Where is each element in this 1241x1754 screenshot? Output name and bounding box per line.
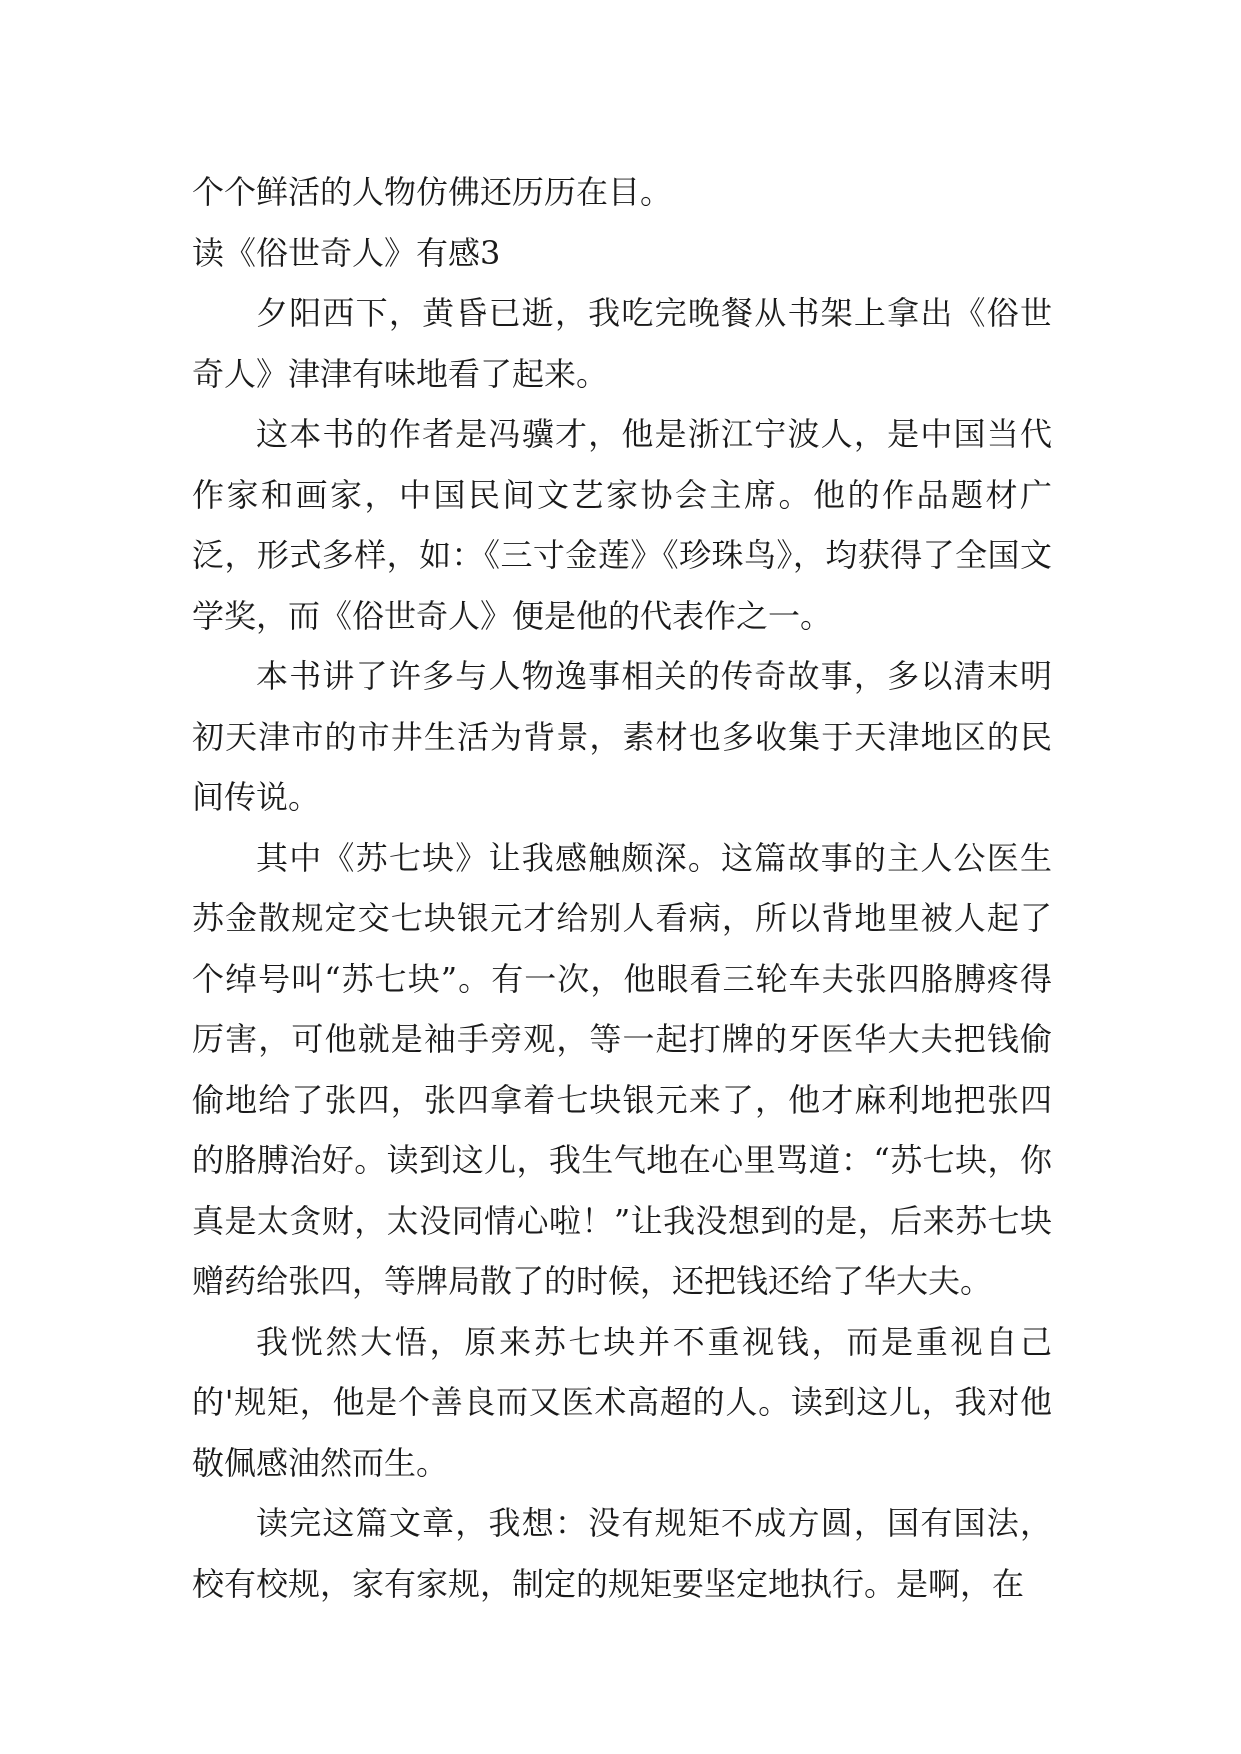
paragraph-2: 这本书的作者是冯骥才，他是浙江宁波人，是中国当代作家和画家，中国民间文艺家协会主席。他的作品题材广泛，形式多样，如：《三寸金莲》《珍珠鸟》，均获得了全国文学奖，而《俗世奇人》便是他的代表作之一。 bbox=[192, 415, 1052, 635]
document-body bbox=[192, 162, 1052, 1614]
paragraph-4: 其中《苏七块》让我感触颇深。这篇故事的主人公医生苏金散规定交七块银元才给别人看病，所以背地里被人起了个绰号叫“苏七块”。有一次，他眼看三轮车夫张四胳膊疼得厉害，可他就是袖手旁观，等一起打牌的牙医华大夫把钱偷偷地给了张四，张四拿着七块银元来了，他才麻利地把张四的胳膊治好。读到这儿，我生气地在心里骂道：“苏七块，你真是太贪财，太没同情心啦！”让我没想到的是，后来苏七块赠药给张四，等牌局散了的时候，还把钱还给了华大夫。 bbox=[192, 838, 1052, 1300]
paragraph-5: 我恍然大悟，原来苏七块并不重视钱，而是重视自己的'规矩，他是个善良而又医术高超的人。读到这儿，我对他敬佩感油然而生。 bbox=[192, 1322, 1052, 1482]
essay-heading: 读《俗世奇人》有感3 bbox=[192, 233, 501, 272]
continuation-paragraph: 个个鲜活的人物仿佛还历历在目。 bbox=[192, 173, 673, 211]
paragraph-1: 夕阳西下，黄昏已逝，我吃完晚餐从书架上拿出《俗世奇人》津津有味地看了起来。 bbox=[192, 294, 1052, 393]
paragraph-3: 本书讲了许多与人物逸事相关的传奇故事，多以清末明初天津市的市井生活为背景，素材也多收集于天津地区的民间传说。 bbox=[192, 657, 1052, 816]
paragraph-6: 读完这篇文章，我想：没有规矩不成方圆，国有国法，校有校规，家有家规，制定的规矩要坚定地执行。是啊，在 bbox=[192, 1504, 1052, 1603]
